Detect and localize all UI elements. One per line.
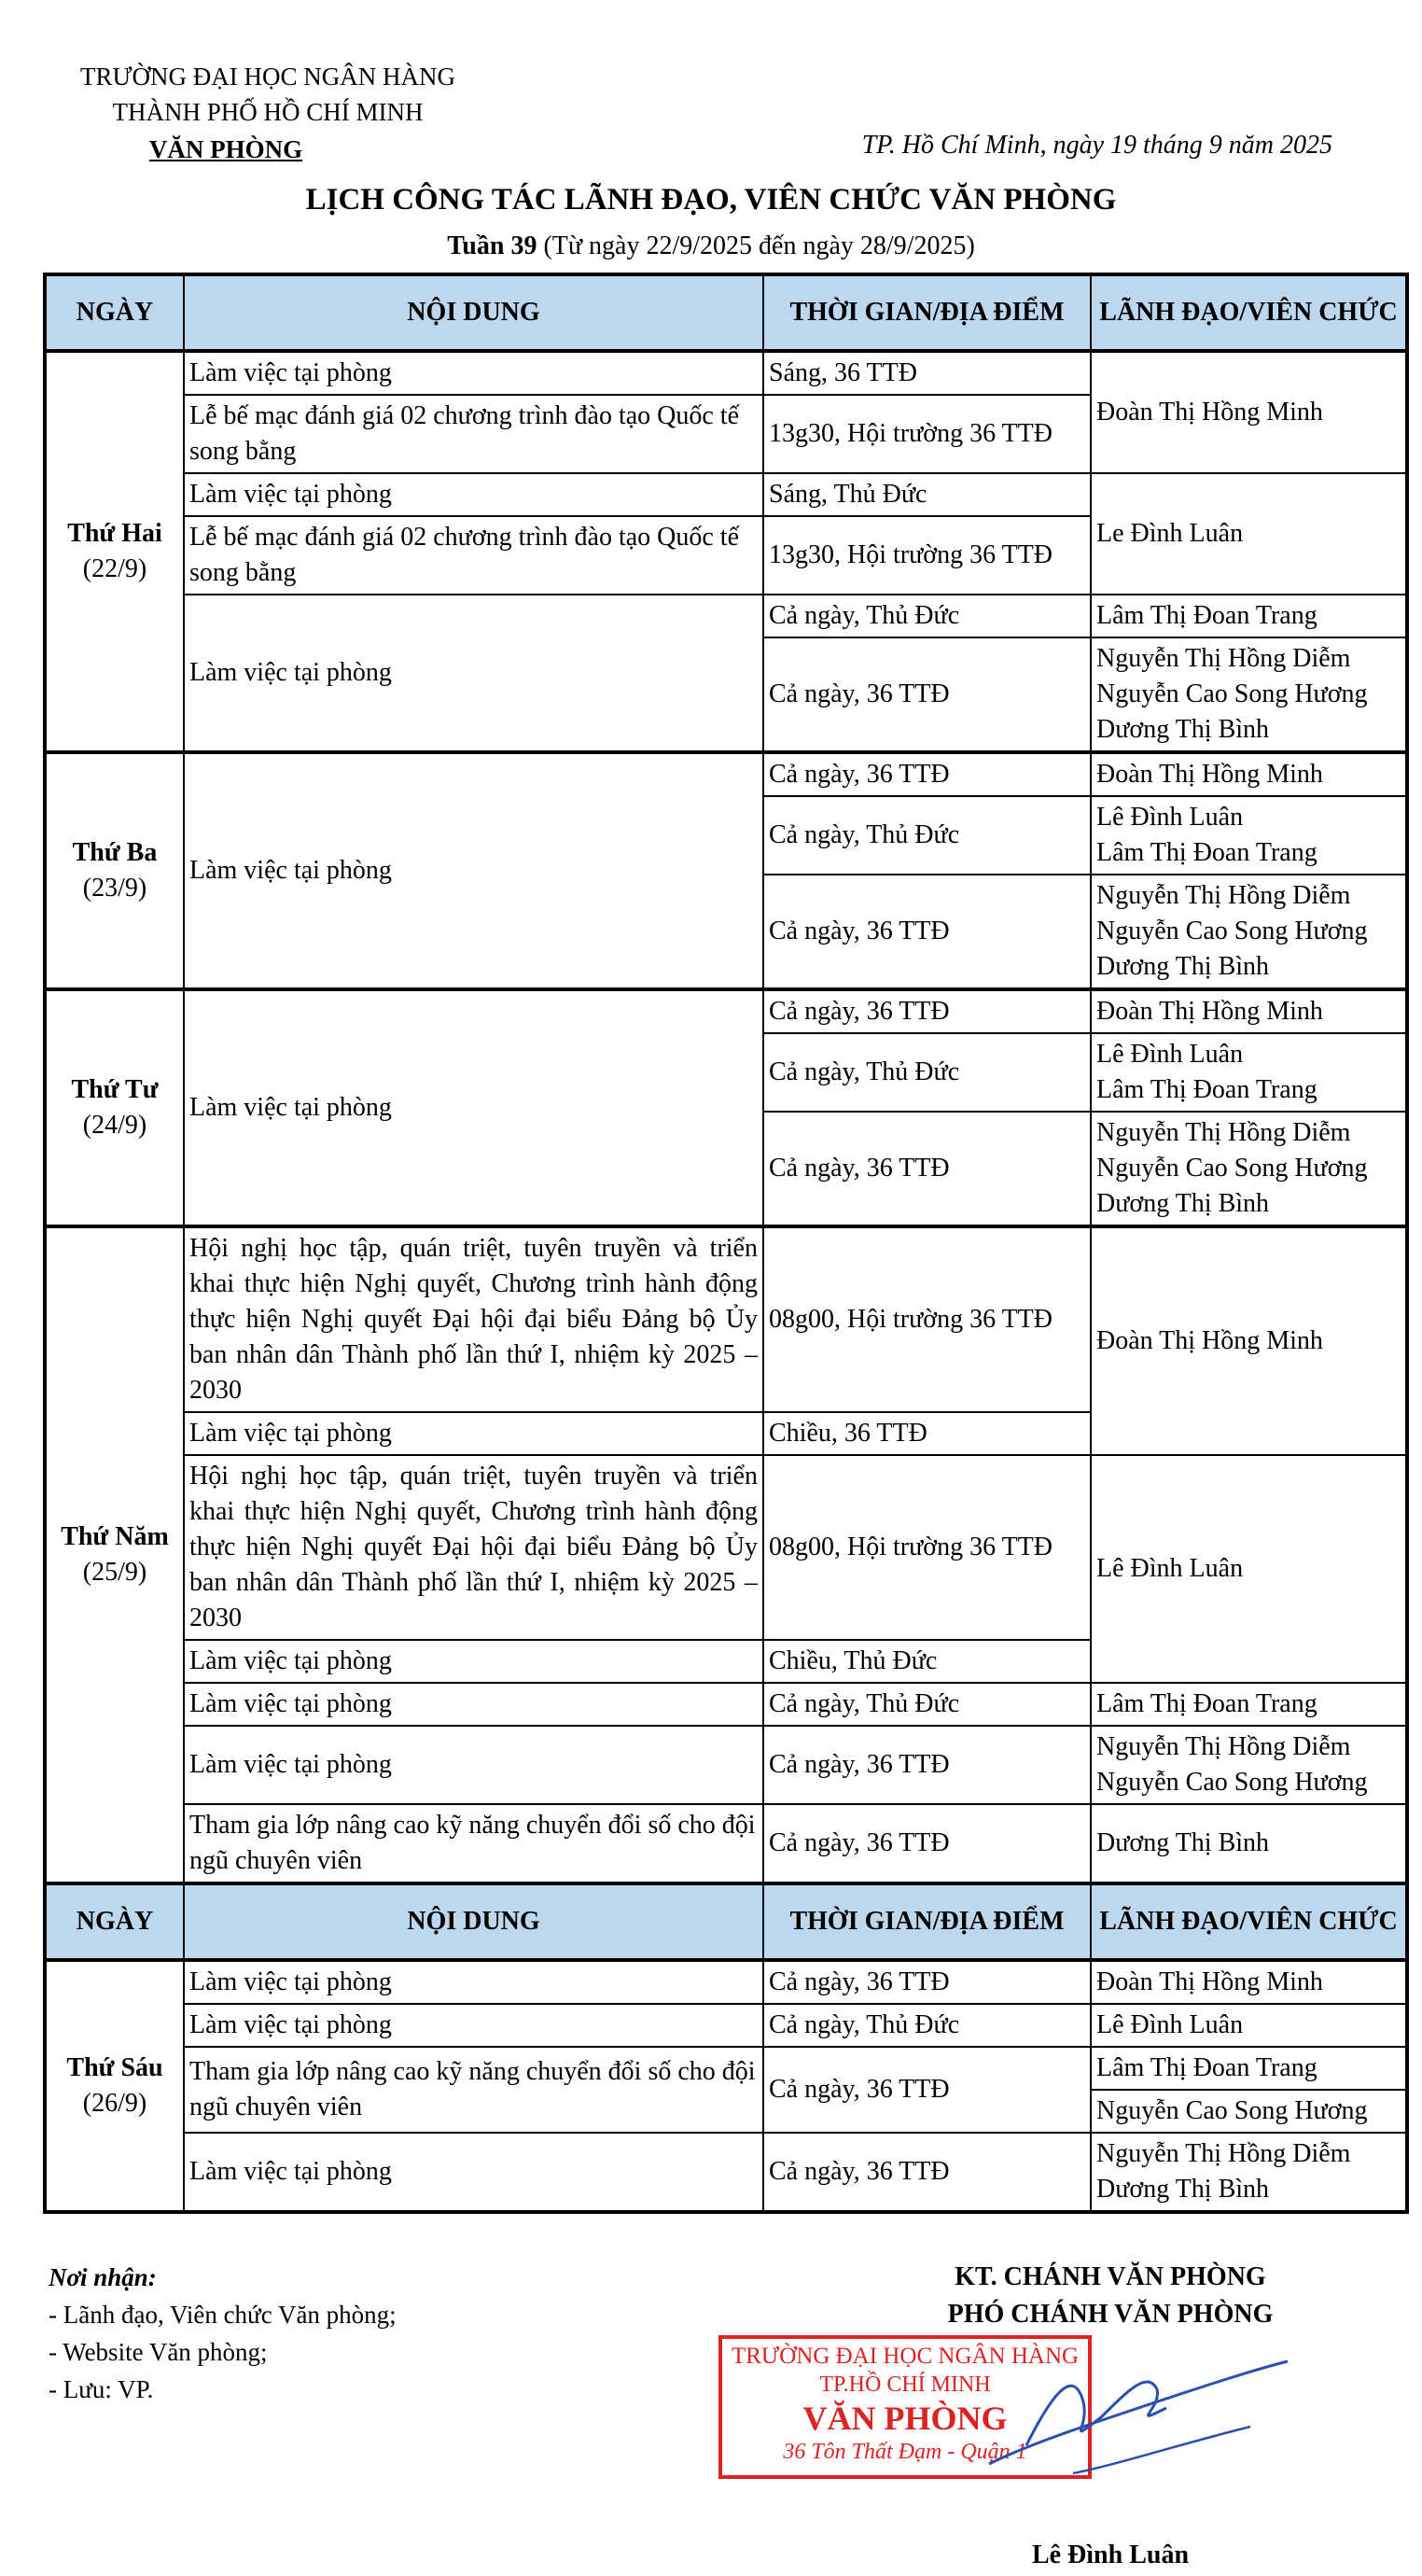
content-cell: Lễ bế mạc đánh giá 02 chương trình đào tạo Quốc tế song bằng — [184, 516, 763, 595]
table-row — [45, 2047, 1407, 2090]
signature-line-1: KT. CHÁNH VĂN PHÒNG — [955, 2262, 1266, 2291]
person-cell: Đoàn Thị Hồng Minh — [1091, 1960, 1407, 2004]
person-cell: Lê Đình Luân Lâm Thị Đoan Trang — [1091, 796, 1407, 875]
document-date: TP. Hồ Chí Minh, ngày 19 tháng 9 năm 2025 — [861, 131, 1332, 160]
day-cell: Thứ Tư (24/9) — [45, 989, 184, 1226]
time-cell: Cả ngày, Thủ Đức — [763, 1683, 1091, 1726]
content-cell: Tham gia lớp nâng cao kỹ năng chuyển đổi số cho đội ngũ chuyên viên — [184, 1804, 763, 1883]
content-cell: Làm việc tại phòng — [184, 473, 763, 516]
time-cell: Cả ngày, 36 TTĐ — [763, 1112, 1091, 1226]
person-cell: Dương Thị Bình — [1091, 1804, 1407, 1883]
time-cell: Cả ngày, 36 TTĐ — [763, 752, 1091, 796]
time-cell: Cả ngày, 36 TTĐ — [763, 2047, 1091, 2133]
org-line-3: VĂN PHÒNG — [148, 135, 303, 163]
day-cell: Thứ Ba (23/9) — [45, 752, 184, 989]
stamp-line-2: TP.HỒ CHÍ MINH — [819, 2373, 991, 2397]
schedule-table-friday — [43, 1882, 1409, 2214]
content-cell: Làm việc tại phòng — [184, 2004, 763, 2047]
time-cell: Cả ngày, 36 TTĐ — [763, 2133, 1091, 2212]
day-cell: Thứ Sáu (26/9) — [45, 1960, 184, 2212]
org-header — [49, 58, 487, 168]
person-cell: Đoàn Thị Hồng Minh — [1091, 1226, 1407, 1455]
table-row — [45, 595, 1407, 637]
col-header-day: NGÀY — [45, 274, 184, 351]
day-cell: Thứ Năm (25/9) — [45, 1226, 184, 1883]
handwritten-signature — [970, 2333, 1306, 2492]
time-cell: Cả ngày, Thủ Đức — [763, 1033, 1091, 1112]
content-cell: Làm việc tại phòng — [184, 1960, 763, 2004]
table-row — [45, 1960, 1407, 2004]
signature-line-2: PHÓ CHÁNH VĂN PHÒNG — [947, 2300, 1274, 2329]
recipient-item: - Lãnh đạo, Viên chức Văn phòng; — [49, 2301, 397, 2329]
col-header-content: NỘI DUNG — [184, 274, 763, 351]
time-cell: Cả ngày, 36 TTĐ — [763, 875, 1091, 989]
table-row — [45, 1726, 1407, 1804]
content-cell: Hội nghị học tập, quán triệt, tuyên truyền và triển khai thực hiện Nghị quyết, Chương trình hành động thực hiện Nghị quyết Đại hội đại biểu Đảng bộ Ủy ban nhân dân Thành phố lần thứ I, nhiệm kỳ 2025 – 2030 — [184, 1226, 763, 1412]
person-cell: Lê Đình Luân — [1091, 1455, 1407, 1683]
col-header-day: NGÀY — [45, 1883, 184, 1960]
content-cell: Làm việc tại phòng — [184, 1412, 763, 1455]
person-cell: Lâm Thị Đoan Trang — [1091, 1683, 1407, 1726]
day-cell: Thứ Hai (22/9) — [45, 351, 184, 752]
col-header-content: NỘI DUNG — [184, 1883, 763, 1960]
col-header-person: LÃNH ĐẠO/VIÊN CHỨC — [1091, 1883, 1407, 1960]
org-line-1: TRƯỜNG ĐẠI HỌC NGÂN HÀNG — [80, 63, 455, 91]
content-cell: Làm việc tại phòng — [184, 595, 763, 752]
table-header-row — [45, 274, 1407, 351]
content-cell: Hội nghị học tập, quán triệt, tuyên truyền và triển khai thực hiện Nghị quyết, Chương trình hành động thực hiện Nghị quyết Đại hội đại biểu Đảng bộ Ủy ban nhân dân Thành phố lần thứ I, nhiệm kỳ 2025 – 2030 — [184, 1455, 763, 1640]
time-cell: Chiều, Thủ Đức — [763, 1640, 1091, 1683]
col-header-person: LÃNH ĐẠO/VIÊN CHỨC — [1091, 274, 1407, 351]
person-cell: Nguyễn Thị Hồng Diễm Nguyễn Cao Song Hương — [1091, 1726, 1407, 1804]
time-cell: Cả ngày, 36 TTĐ — [763, 1960, 1091, 2004]
content-cell: Làm việc tại phòng — [184, 989, 763, 1226]
person-cell: Lê Đình Luân Lâm Thị Đoan Trang — [1091, 1033, 1407, 1112]
person-cell: Lâm Thị Đoan Trang — [1091, 595, 1407, 637]
person-cell: Nguyễn Thị Hồng Diễm Nguyễn Cao Song Hương Dương Thị Bình — [1091, 637, 1407, 752]
content-cell: Lễ bế mạc đánh giá 02 chương trình đào tạo Quốc tế song bằng — [184, 395, 763, 473]
recipients — [49, 2259, 397, 2408]
week-subtitle — [0, 231, 1422, 261]
person-cell: Lê Đình Luân — [1091, 2004, 1407, 2047]
time-cell: Cả ngày, Thủ Đức — [763, 796, 1091, 875]
person-cell: Nguyễn Cao Song Hương — [1091, 2090, 1407, 2133]
table-row — [45, 1683, 1407, 1726]
table-row — [45, 473, 1407, 516]
content-cell: Làm việc tại phòng — [184, 1726, 763, 1804]
week-range: (Từ ngày 22/9/2025 đến ngày 28/9/2025) — [537, 231, 975, 260]
recipients-title: Nơi nhận: — [49, 2263, 157, 2291]
table-row — [45, 752, 1407, 796]
table-row — [45, 351, 1407, 395]
table-header-row — [45, 1883, 1407, 1960]
table-row — [45, 989, 1407, 1033]
content-cell: Làm việc tại phòng — [184, 2133, 763, 2212]
table-row — [45, 2004, 1407, 2047]
day-group-thursday — [45, 1226, 1407, 1883]
person-cell: Nguyễn Thị Hồng Diễm Nguyễn Cao Song Hương Dương Thị Bình — [1091, 1112, 1407, 1226]
time-cell: Cả ngày, 36 TTĐ — [763, 637, 1091, 752]
stamp-line-1: TRƯỜNG ĐẠI HỌC NGÂN HÀNG — [731, 2344, 1080, 2369]
schedule-table-main — [43, 273, 1409, 1885]
table-row — [45, 1455, 1407, 1640]
time-cell: Chiều, 36 TTĐ — [763, 1412, 1091, 1455]
person-cell: Nguyễn Thị Hồng Diễm Nguyễn Cao Song Hương Dương Thị Bình — [1091, 875, 1407, 989]
time-cell: 08g00, Hội trường 36 TTĐ — [763, 1226, 1091, 1412]
time-cell: Cả ngày, 36 TTĐ — [763, 989, 1091, 1033]
col-header-time: THỜI GIAN/ĐỊA ĐIỂM — [763, 1883, 1091, 1960]
content-cell: Làm việc tại phòng — [184, 1683, 763, 1726]
time-cell: Cả ngày, Thủ Đức — [763, 595, 1091, 637]
day-group-friday — [45, 1960, 1407, 2212]
time-cell: 08g00, Hội trường 36 TTĐ — [763, 1455, 1091, 1640]
table-row — [45, 1226, 1407, 1412]
person-cell: Nguyễn Thị Hồng Diễm Dương Thị Bình — [1091, 2133, 1407, 2212]
time-cell: Sáng, Thủ Đức — [763, 473, 1091, 516]
time-cell: Sáng, 36 TTĐ — [763, 351, 1091, 395]
content-cell: Tham gia lớp nâng cao kỹ năng chuyển đổi số cho đội ngũ chuyên viên — [184, 2047, 763, 2133]
stamp-line-4: 36 Tôn Thất Đạm - Quận 1 — [783, 2440, 1027, 2464]
table-row — [45, 2133, 1407, 2212]
recipient-item: - Website Văn phòng; — [49, 2338, 268, 2366]
time-cell: Cả ngày, 36 TTĐ — [763, 1726, 1091, 1804]
time-cell: Cả ngày, 36 TTĐ — [763, 1804, 1091, 1883]
person-cell: Đoàn Thị Hồng Minh — [1091, 351, 1407, 473]
recipient-item: - Lưu: VP. — [49, 2375, 154, 2403]
stamp-line-3: VĂN PHÒNG — [802, 2400, 1008, 2437]
day-group-tuesday — [45, 752, 1407, 989]
day-group-monday — [45, 351, 1407, 752]
person-cell: Đoàn Thị Hồng Minh — [1091, 989, 1407, 1033]
table-row — [45, 1804, 1407, 1883]
person-cell: Lâm Thị Đoan Trang — [1091, 2047, 1407, 2090]
person-cell: Đoàn Thị Hồng Minh — [1091, 752, 1407, 796]
person-cell: Le Đình Luân — [1091, 473, 1407, 595]
time-cell: 13g30, Hội trường 36 TTĐ — [763, 516, 1091, 595]
document-title: LỊCH CÔNG TÁC LÃNH ĐẠO, VIÊN CHỨC VĂN PHÒNG — [305, 183, 1117, 217]
signature-block — [868, 2259, 1353, 2333]
org-line-2: THÀNH PHỐ HỒ CHÍ MINH — [112, 98, 424, 126]
week-number: Tuần 39 — [447, 231, 537, 260]
time-cell: 13g30, Hội trường 36 TTĐ — [763, 395, 1091, 473]
content-cell: Làm việc tại phòng — [184, 351, 763, 395]
col-header-time: THỜI GIAN/ĐỊA ĐIỂM — [763, 274, 1091, 351]
day-group-wednesday — [45, 989, 1407, 1226]
time-cell: Cả ngày, Thủ Đức — [763, 2004, 1091, 2047]
signer-name: Lê Đình Luân — [1031, 2541, 1190, 2569]
content-cell: Làm việc tại phòng — [184, 1640, 763, 1683]
content-cell: Làm việc tại phòng — [184, 752, 763, 989]
